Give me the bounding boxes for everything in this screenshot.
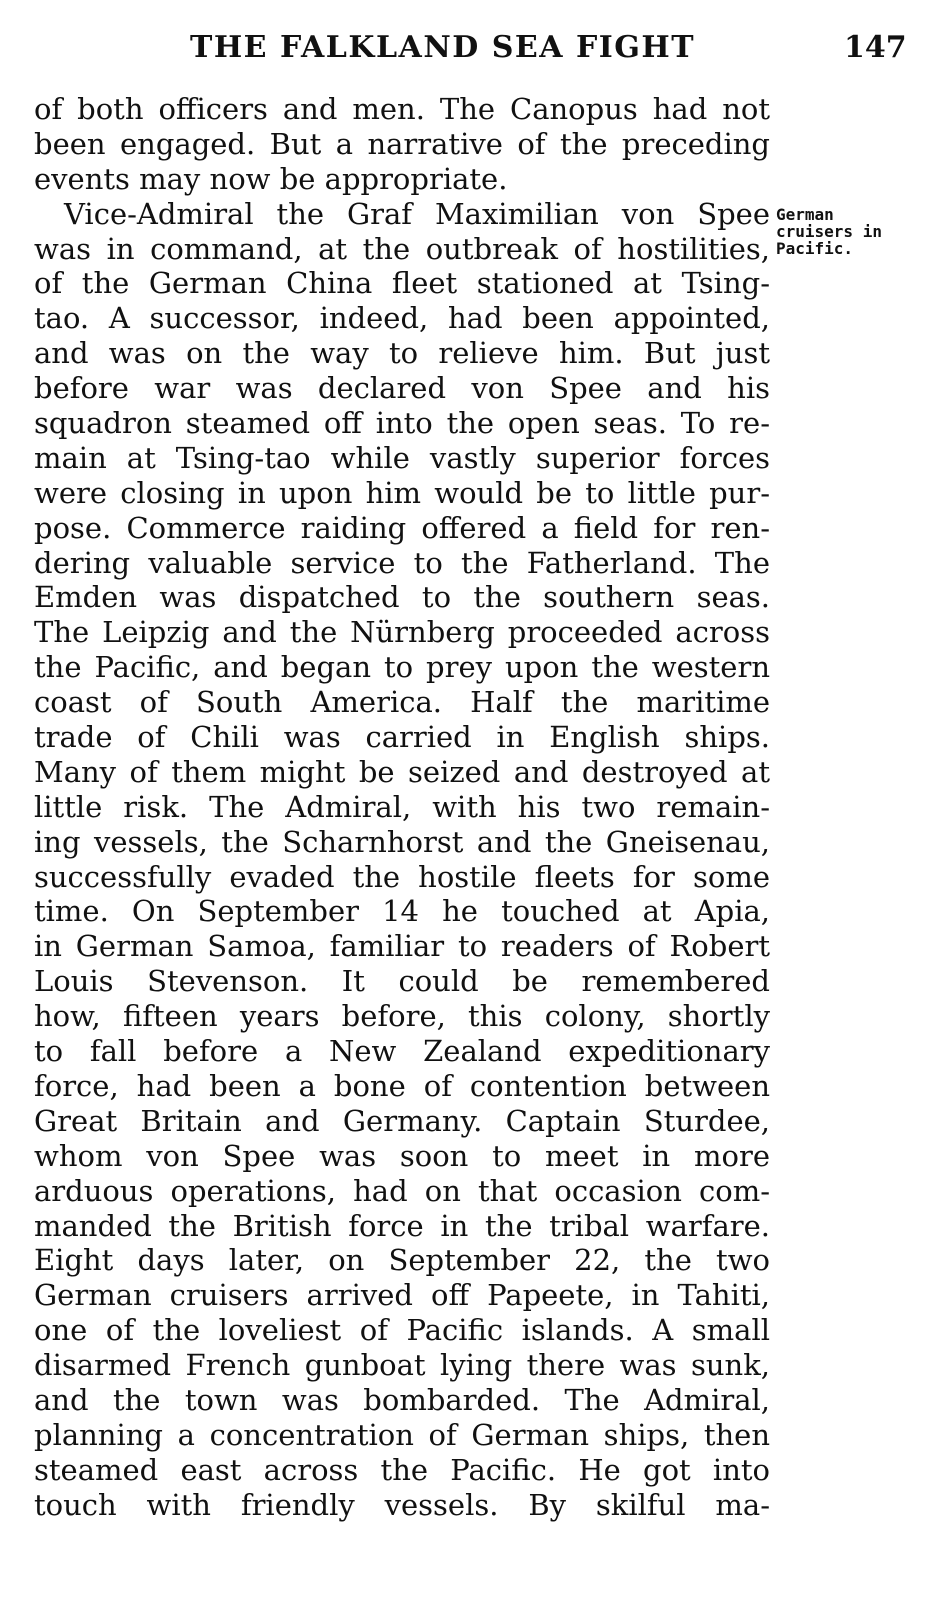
text-line: coast of South America. Half the maritime	[34, 685, 770, 720]
margin-note	[776, 206, 946, 257]
text-line: ing vessels, the Scharnhorst and the Gneisenau,	[34, 824, 770, 859]
text-line: pose. Commerce raiding offered a field for ren-	[34, 510, 770, 545]
text-line: to fall before a New Zealand expeditionary	[34, 1034, 770, 1069]
text-line: disarmed French gunboat lying there was sunk,	[34, 1348, 770, 1383]
text-line: Louis Stevenson. It could be remembered	[34, 964, 770, 999]
text-line: Great Britain and Germany. Captain Sturdee,	[34, 1103, 770, 1138]
paragraph-start-line: Vice-Admiral the Graf Maximilian von Spee	[64, 196, 770, 231]
margin-note-line: Pacific.	[776, 239, 854, 258]
text-line: the Pacific, and began to prey upon the western	[34, 650, 770, 685]
text-line: of the German China fleet stationed at Tsing-	[34, 266, 770, 301]
text-line: successfully evaded the hostile fleets for some	[34, 859, 770, 894]
page-number: 147	[844, 30, 907, 65]
text-line: squadron steamed off into the open seas. To re-	[34, 406, 770, 441]
text-line: touch with friendly vessels. By skilful ma-	[34, 1487, 770, 1522]
text-line: dering valuable service to the Fatherland. The	[34, 545, 770, 580]
text-line: how, fifteen years before, this colony, shortly	[34, 999, 770, 1034]
text-line: and the town was bombarded. The Admiral,	[34, 1382, 770, 1417]
text-line: in German Samoa, familiar to readers of Robert	[34, 929, 770, 964]
text-line: main at Tsing-tao while vastly superior forces	[34, 440, 770, 475]
text-line: of both officers and men. The Canopus had not	[34, 92, 770, 126]
text-line: The Leipzig and the Nürnberg proceeded across	[34, 615, 770, 650]
text-line: force, had been a bone of contention between	[34, 1068, 770, 1103]
text-line: Eight days later, on September 22, the two	[34, 1243, 770, 1278]
text-line: little risk. The Admiral, with his two remain-	[34, 789, 770, 824]
text-line: Many of them might be seized and destroyed at	[34, 754, 770, 789]
text-line: German cruisers arrived off Papeete, in Tahiti,	[34, 1278, 770, 1313]
text-line: been engaged. But a narrative of the preceding	[34, 126, 770, 161]
text-line: arduous operations, had on that occasion com-	[34, 1173, 770, 1208]
text-line: time. On September 14 he touched at Apia,	[34, 894, 770, 929]
text-line: tao. A successor, indeed, had been appointed,	[34, 301, 770, 336]
paragraph-end-line: events may now be appropriate.	[34, 161, 508, 196]
text-line: and was on the way to relieve him. But just	[34, 336, 770, 371]
text-line: whom von Spee was soon to meet in more	[34, 1138, 770, 1173]
text-line: one of the loveliest of Pacific islands. A small	[34, 1313, 770, 1348]
margin-note-line: cruisers in	[776, 222, 882, 241]
text-line: was in command, at the outbreak of hostilities,	[34, 231, 770, 266]
text-line: trade of Chili was carried in English ships.	[34, 720, 770, 755]
page-header	[0, 26, 950, 74]
running-head: THE FALKLAND SEA FIGHT	[190, 30, 696, 65]
text-line: planning a concentration of German ships, then	[34, 1417, 770, 1452]
text-line: Emden was dispatched to the southern seas.	[34, 580, 770, 615]
text-line: before war was declared von Spee and his	[34, 371, 770, 406]
text-line: were closing in upon him would be to little pur-	[34, 475, 770, 510]
margin-note-line: German	[776, 205, 834, 224]
body-text	[34, 92, 770, 1523]
text-line: steamed east across the Pacific. He got into	[34, 1452, 770, 1487]
text-line: manded the British force in the tribal warfare.	[34, 1208, 770, 1243]
